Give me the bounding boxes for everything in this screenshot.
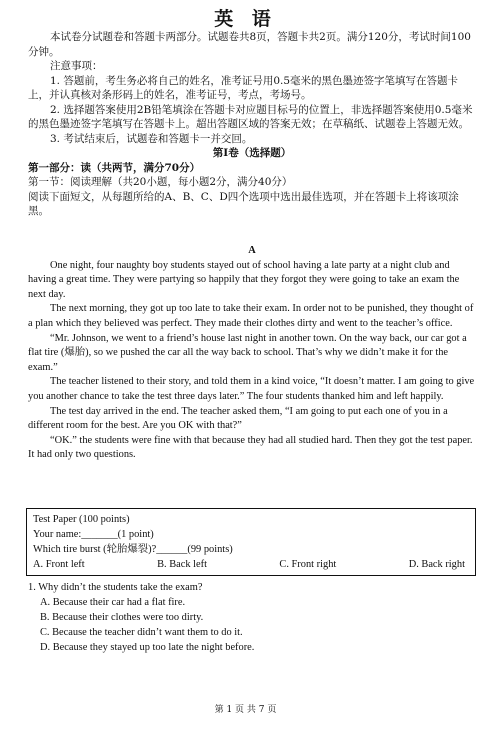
passage-paragraph: One night, four naughty boy students stayed out of school having a late party at a night club and having a great time. They were partying so happily that they forgot they were going to take an exam the next day. — [28, 259, 460, 300]
answer-option: A. Because their car had a flat fire. — [40, 597, 186, 608]
test-paper-name-line: Your name:_______(1 point) — [33, 529, 154, 540]
passage-paragraph: “OK.” the students were fine with that because they had all studied hard. Then they got the test paper. It had only two questions. — [28, 434, 473, 461]
passage-paragraph: The teacher listened to their story, and told them in a kind voice, “It doesn’t matter. I am going to give you another chance to take the test three days later.” The four students thanked him and left happily. — [28, 376, 475, 402]
test-paper-option: C. Front right — [279, 559, 337, 570]
test-paper-options — [33, 557, 469, 572]
answer-option: B. Because their clothes were too dirty. — [40, 612, 204, 623]
notice-item: 1. 答题前，考生务必将自己的姓名，准考证号用0.5毫米的黑色墨迹签字笔填写在答题卡上，并认真核对条形码上的姓名，准考证号，考点，考场号。 — [28, 74, 459, 101]
test-paper-option: B. Back left — [157, 559, 207, 570]
passage-paragraph: The next morning, they got up too late to take their exam. In order not to be punished, they thought of a plan which they believed was perfect. They made their clothes dirty and went to the teacher’s office. — [28, 303, 474, 329]
test-paper-title: Test Paper (100 points) — [33, 514, 130, 525]
reading-instruction: 阅读下面短文，从每题所给的A、B、C、D四个选项中选出最佳选项，并在答题卡上将该项涂黑。 — [28, 190, 459, 217]
passage-paragraph: The test day arrived in the end. The teacher asked them, “I am going to put each one of you in a different room for the best. Are you OK with that?” — [28, 405, 448, 432]
answer-option: D. Because they stayed up too late the night before. — [40, 642, 255, 653]
question-stem: 1. Why didn’t the students take the exam? — [28, 582, 203, 593]
notice-item: 3. 考试结束后，试题卷和答题卡一并交回。 — [50, 132, 253, 145]
intro-text: 本试卷分试题卷和答题卡两部分。试题卷共8页，答题卡共2页。满分120分，考试时间100分钟。 — [28, 31, 471, 58]
section-title: 第一节：阅读理解（共20小题，每小题2分，满分40分） — [28, 176, 293, 188]
question-1 — [28, 580, 476, 655]
volume-title: 第Ⅰ卷（选择题） — [212, 147, 292, 159]
page-title: 英 语 — [214, 8, 277, 30]
notice-item: 2. 选择题答案使用2B铅笔填涂在答题卡对应题目标号的位置上，非选择题答案使用0.5毫米的黑色墨迹签字笔填写在答题卡上。超出答题区域的答案无效；在草稿纸、试题卷上答题无效。 — [28, 103, 473, 130]
reading-passage — [28, 244, 476, 463]
passage-label: A — [248, 245, 256, 256]
part-title: 第一部分：读（共两节，满分70分） — [28, 161, 201, 174]
answer-option: C. Because the teacher didn’t want them to do it. — [40, 627, 243, 638]
page-footer: 第 1 页 共 7 页 — [214, 705, 277, 715]
passage-paragraph: “Mr. Johnson, we went to a friend’s house last night in another town. On the way back, our car got a flat tire (爆胎), so we pushed the car all the way back to school. That’s why we didn’t make it for the exam.” — [28, 332, 467, 373]
test-paper-box — [26, 508, 476, 576]
test-paper-option: D. Back right — [408, 559, 465, 570]
test-paper-question-line: Which tire burst (轮胎爆裂)?______(99 points) — [33, 544, 233, 555]
test-paper-option: A. Front left — [33, 559, 85, 570]
notice-title: 注意事项： — [50, 60, 103, 72]
exam-instructions — [28, 30, 476, 219]
